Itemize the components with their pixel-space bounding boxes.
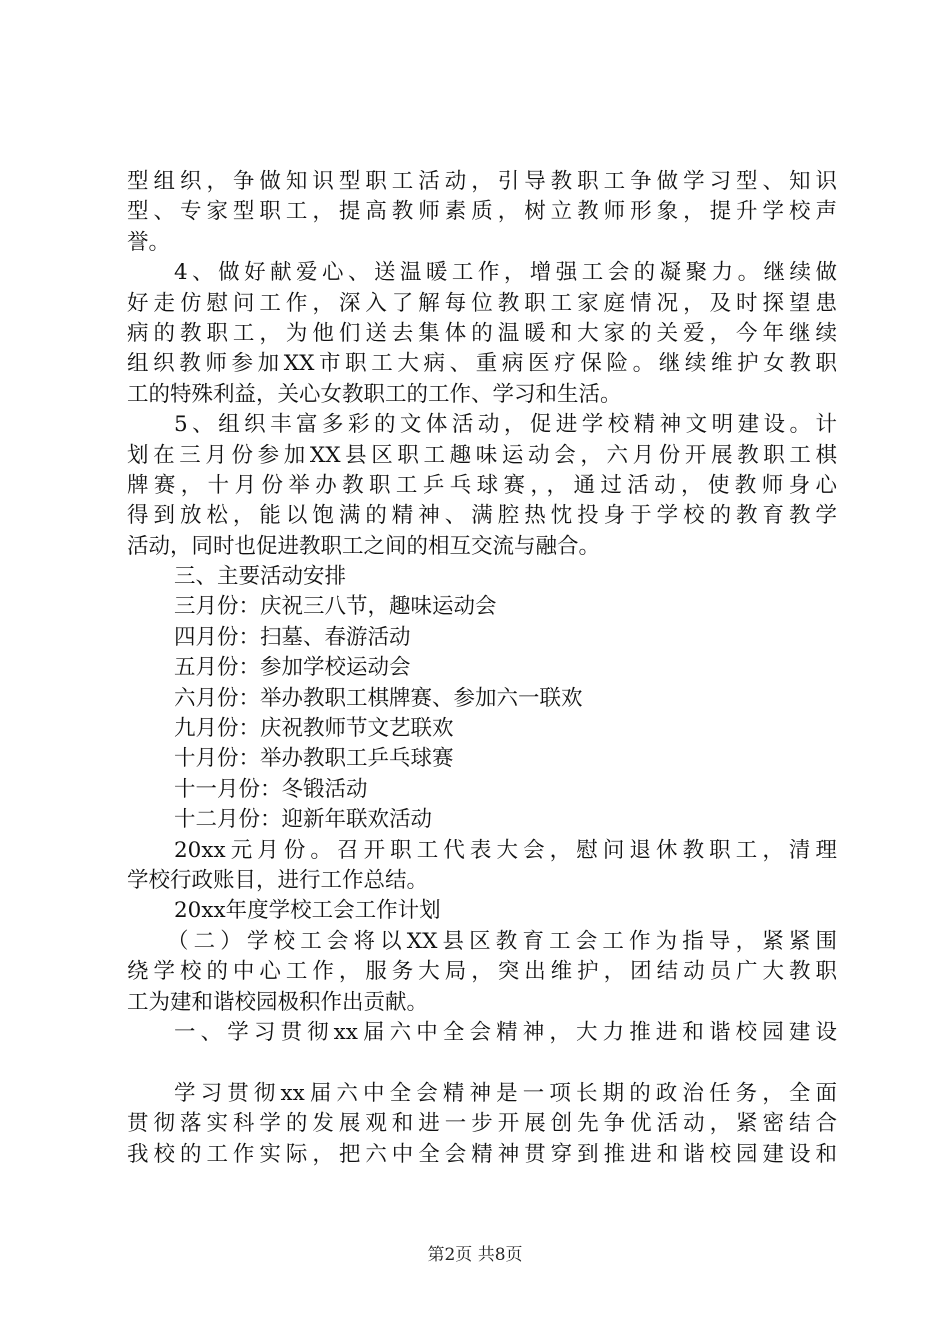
schedule-item: 十一月份：冬锻活动 xyxy=(174,776,368,802)
page-number: 第2页 共8页 xyxy=(427,1245,523,1265)
schedule-item: 六月份：举办教职工棋牌赛、参加六一联欢 xyxy=(174,685,583,711)
text-line: 好走仿慰问工作，深入了解每位教职工家庭情况，及时探望患 xyxy=(127,290,837,316)
text-line: 绕学校的中心工作，服务大局，突出维护，团结动员广大教职 xyxy=(127,959,837,985)
text-line: 病的教职工，为他们送去集体的温暖和大家的关爱，今年继续 xyxy=(127,320,837,346)
schedule-item: 四月份：扫墓、春游活动 xyxy=(174,624,411,650)
text-line: 誉。 xyxy=(127,229,171,255)
text-line: 4、做好献爱心、送温暖工作，增强工会的凝聚力。继续做 xyxy=(174,260,837,286)
text-line: 型组织，争做知识型职工活动，引导教职工争做学习型、知识 xyxy=(127,169,837,194)
text-line: 牌赛，十月份举办教职工乒乓球赛，，通过活动，使教师身心 xyxy=(127,472,837,498)
text-line: 贯彻落实科学的发展观和进一步开展创先争优活动，紧密结合 xyxy=(127,1111,837,1137)
text-line: 划在三月份参加XX县区职工趣味运动会，六月份开展教职工棋 xyxy=(127,442,837,468)
text-line: 工的特殊利益，关心女教职工的工作、学习和生活。 xyxy=(127,381,622,407)
text-line: 型、专家型职工，提高教师素质，树立教师形象，提升学校声 xyxy=(127,199,837,225)
text-line: 组织教师参加XX市职工大病、重病医疗保险。继续维护女教职 xyxy=(127,351,837,377)
schedule-item: 十二月份：迎新年联欢活动 xyxy=(174,807,433,833)
text-line: 得到放松，能以饱满的精神、满腔热忱投身于学校的教育教学 xyxy=(127,503,837,529)
schedule-item: 十月份：举办教职工乒乓球赛 xyxy=(174,746,454,772)
text-line: 学校行政账目，进行工作总结。 xyxy=(127,867,429,893)
schedule-item: 九月份：庆祝教师节文艺联欢 xyxy=(174,716,454,742)
schedule-item: 五月份：参加学校运动会 xyxy=(174,655,411,681)
schedule-item: 三月份：庆祝三八节，趣味运动会 xyxy=(174,594,497,620)
text-line: 活动，同时也促进教职工之间的相互交流与融合。 xyxy=(127,533,601,559)
text-line: 5、组织丰富多彩的文体活动，促进学校精神文明建设。计 xyxy=(174,412,837,438)
text-line: 20xx元月份。召开职工代表大会，慰问退休教职工，清理 xyxy=(174,837,837,863)
text-line: 我校的工作实际，把六中全会精神贯穿到推进和谐校园建设和 xyxy=(127,1141,837,1167)
section-heading: 三、主要活动安排 xyxy=(174,564,347,590)
paragraph-gap xyxy=(127,1048,837,1078)
section-heading: 一、学习贯彻xx届六中全会精神，大力推进和谐校园建设 xyxy=(174,1019,837,1045)
plan-title: 20xx年度学校工会工作计划 xyxy=(174,898,441,924)
text-line: （二）学校工会将以XX县区教育工会工作为指导，紧紧围 xyxy=(167,928,837,954)
text-line: 工为建和谐校园极积作出贡献。 xyxy=(127,989,429,1015)
text-line: 学习贯彻xx届六中全会精神是一项长期的政治任务，全面 xyxy=(174,1080,837,1106)
body-text xyxy=(127,167,837,1170)
